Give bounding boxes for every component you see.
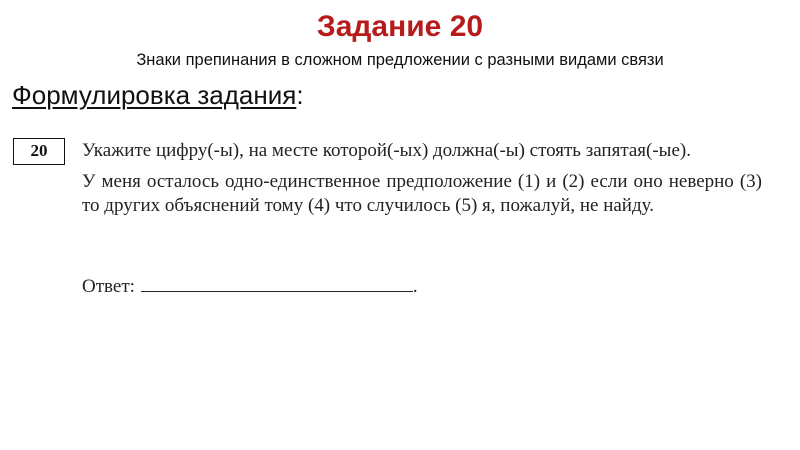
task-sentence: У меня осталось одно-единственное предположение (1) и (2) если оно неверно (3) то других объяснений тому (4) что случилось (5) я, пожалуй, не найду. xyxy=(82,171,762,216)
task-instruction: Укажите цифру(-ы), на месте которой(-ых) должна(-ы) стоять запятая(-ые). xyxy=(82,140,691,161)
answer-label: Ответ: xyxy=(82,276,135,297)
slide-subtitle: Знаки препинания в сложном предложении с разными видами связи xyxy=(136,51,664,69)
task-number-box: 20 xyxy=(13,138,65,165)
answer-row xyxy=(82,273,762,300)
section-heading-text: Формулировка задания xyxy=(12,80,297,110)
answer-end-period: . xyxy=(412,276,418,297)
section-heading-colon: : xyxy=(296,80,304,110)
slide-title: Задание 20 xyxy=(316,10,484,43)
answer-field[interactable] xyxy=(141,273,413,292)
section-heading xyxy=(12,78,304,112)
